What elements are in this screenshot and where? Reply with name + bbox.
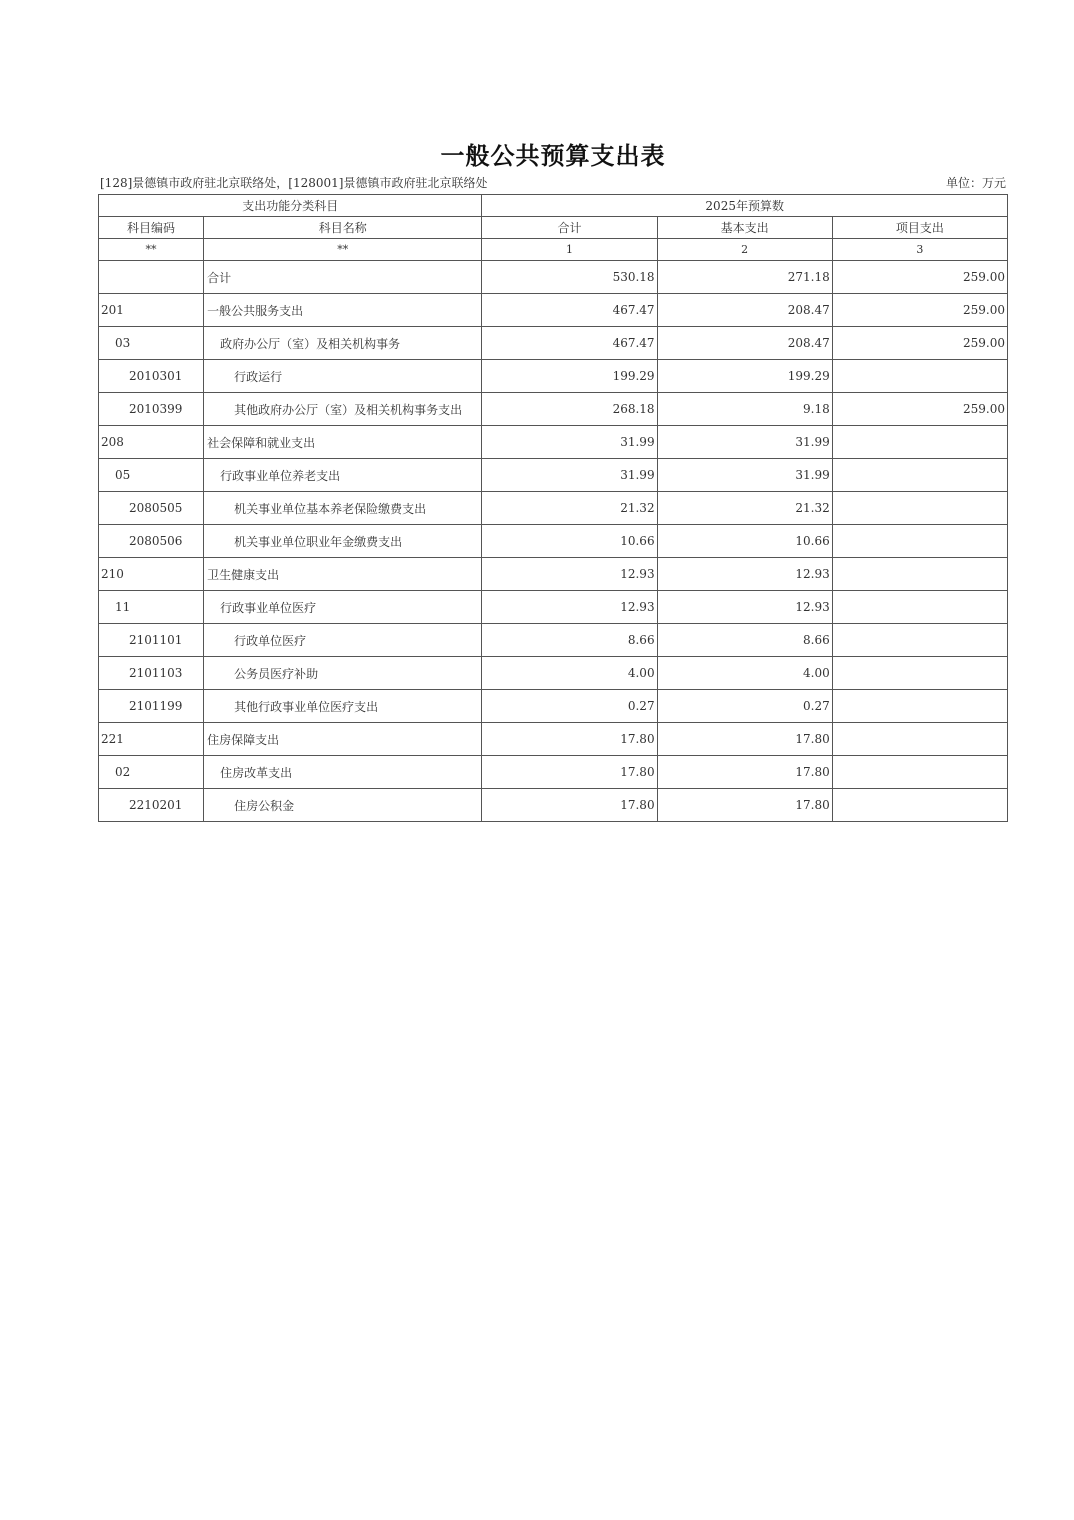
cell-code: 2101103: [99, 657, 204, 690]
cell-project: [832, 657, 1007, 690]
cell-basic: 12.93: [657, 591, 832, 624]
cell-name: 其他行政事业单位医疗支出: [204, 690, 482, 723]
cell-basic: 208.47: [657, 327, 832, 360]
header-row-columns: [99, 217, 1008, 239]
cell-name: 机关事业单位职业年金缴费支出: [204, 525, 482, 558]
cell-name: 合计: [204, 261, 482, 294]
cell-name: 社会保障和就业支出: [204, 426, 482, 459]
table-row: [99, 723, 1008, 756]
cell-code: 2080505: [99, 492, 204, 525]
cell-total: 12.93: [482, 591, 657, 624]
cell-name: 卫生健康支出: [204, 558, 482, 591]
cell-project: 259.00: [832, 327, 1007, 360]
cell-basic: 17.80: [657, 756, 832, 789]
header-project: 项目支出: [832, 217, 1007, 239]
page-title: 一般公共预算支出表: [440, 141, 666, 170]
cell-basic: 12.93: [657, 558, 832, 591]
cell-total: 4.00: [482, 657, 657, 690]
cell-project: [832, 360, 1007, 393]
cell-name: 行政事业单位医疗: [204, 591, 482, 624]
table-row: [99, 393, 1008, 426]
cell-total: 530.18: [482, 261, 657, 294]
cell-code: 201: [99, 294, 204, 327]
cell-total: 21.32: [482, 492, 657, 525]
cell-basic: 199.29: [657, 360, 832, 393]
cell-name: 行政运行: [204, 360, 482, 393]
cell-name: 住房保障支出: [204, 723, 482, 756]
cell-basic: 0.27: [657, 690, 832, 723]
cell-basic: 8.66: [657, 624, 832, 657]
header-budget-year: 2025年预算数: [482, 195, 1008, 217]
cell-basic: 31.99: [657, 426, 832, 459]
header-name: 科目名称: [204, 217, 482, 239]
cell-total: 17.80: [482, 723, 657, 756]
table-row: [99, 459, 1008, 492]
cell-basic: 9.18: [657, 393, 832, 426]
header-functional-classification: 支出功能分类科目: [99, 195, 482, 217]
cell-total: 17.80: [482, 789, 657, 822]
table-row: [99, 294, 1008, 327]
marker-basic: 2: [657, 239, 832, 261]
cell-code: 02: [99, 756, 204, 789]
organization-label: [128]景德镇市政府驻北京联络处，[128001]景德镇市政府驻北京联络处: [100, 176, 488, 190]
table-row: [99, 360, 1008, 393]
cell-basic: 4.00: [657, 657, 832, 690]
cell-project: [832, 624, 1007, 657]
table-row: [99, 624, 1008, 657]
marker-code: **: [99, 239, 204, 261]
cell-name: 住房公积金: [204, 789, 482, 822]
marker-total: 1: [482, 239, 657, 261]
cell-code: 2101199: [99, 690, 204, 723]
table-row: [99, 261, 1008, 294]
unit-label: 单位：万元: [945, 176, 1006, 190]
cell-project: [832, 492, 1007, 525]
table-row: [99, 558, 1008, 591]
table-row: [99, 327, 1008, 360]
cell-basic: 208.47: [657, 294, 832, 327]
cell-project: [832, 525, 1007, 558]
cell-total: 31.99: [482, 459, 657, 492]
cell-name: 其他政府办公厅（室）及相关机构事务支出: [204, 393, 482, 426]
cell-code: 2080506: [99, 525, 204, 558]
cell-code: 2010301: [99, 360, 204, 393]
cell-name: 住房改革支出: [204, 756, 482, 789]
table-row: [99, 426, 1008, 459]
cell-basic: 21.32: [657, 492, 832, 525]
table-body: [99, 261, 1008, 822]
cell-project: [832, 426, 1007, 459]
marker-name: **: [204, 239, 482, 261]
table-row: [99, 591, 1008, 624]
cell-project: [832, 690, 1007, 723]
cell-code: 208: [99, 426, 204, 459]
cell-name: 公务员医疗补助: [204, 657, 482, 690]
cell-total: 199.29: [482, 360, 657, 393]
cell-total: 0.27: [482, 690, 657, 723]
cell-project: 259.00: [832, 294, 1007, 327]
cell-total: 268.18: [482, 393, 657, 426]
table-row: [99, 756, 1008, 789]
header-code: 科目编码: [99, 217, 204, 239]
table-row: [99, 525, 1008, 558]
cell-total: 10.66: [482, 525, 657, 558]
table-row: [99, 657, 1008, 690]
cell-name: 机关事业单位基本养老保险缴费支出: [204, 492, 482, 525]
cell-name: 一般公共服务支出: [204, 294, 482, 327]
cell-project: [832, 591, 1007, 624]
cell-project: [832, 558, 1007, 591]
cell-code: 210: [99, 558, 204, 591]
budget-table: [98, 194, 1008, 822]
cell-code: 11: [99, 591, 204, 624]
cell-basic: 271.18: [657, 261, 832, 294]
cell-code: 05: [99, 459, 204, 492]
cell-basic: 17.80: [657, 789, 832, 822]
report-subheader: [100, 174, 1006, 192]
table-row: [99, 690, 1008, 723]
cell-total: 31.99: [482, 426, 657, 459]
header-row-markers: [99, 239, 1008, 261]
cell-basic: 31.99: [657, 459, 832, 492]
cell-total: 8.66: [482, 624, 657, 657]
cell-project: [832, 756, 1007, 789]
header-total: 合计: [482, 217, 657, 239]
cell-name: 行政事业单位养老支出: [204, 459, 482, 492]
header-basic: 基本支出: [657, 217, 832, 239]
cell-code: 221: [99, 723, 204, 756]
cell-basic: 17.80: [657, 723, 832, 756]
cell-project: [832, 459, 1007, 492]
cell-code: [99, 261, 204, 294]
cell-name: 政府办公厅（室）及相关机构事务: [204, 327, 482, 360]
cell-total: 467.47: [482, 327, 657, 360]
cell-total: 467.47: [482, 294, 657, 327]
cell-total: 12.93: [482, 558, 657, 591]
cell-total: 17.80: [482, 756, 657, 789]
cell-project: [832, 789, 1007, 822]
cell-basic: 10.66: [657, 525, 832, 558]
cell-project: 259.00: [832, 261, 1007, 294]
cell-name: 行政单位医疗: [204, 624, 482, 657]
marker-project: 3: [832, 239, 1007, 261]
cell-code: 2210201: [99, 789, 204, 822]
cell-project: [832, 723, 1007, 756]
cell-code: 2010399: [99, 393, 204, 426]
table-row: [99, 492, 1008, 525]
cell-code: 2101101: [99, 624, 204, 657]
table-row: [99, 789, 1008, 822]
cell-project: 259.00: [832, 393, 1007, 426]
header-row-group: [99, 195, 1008, 217]
cell-code: 03: [99, 327, 204, 360]
